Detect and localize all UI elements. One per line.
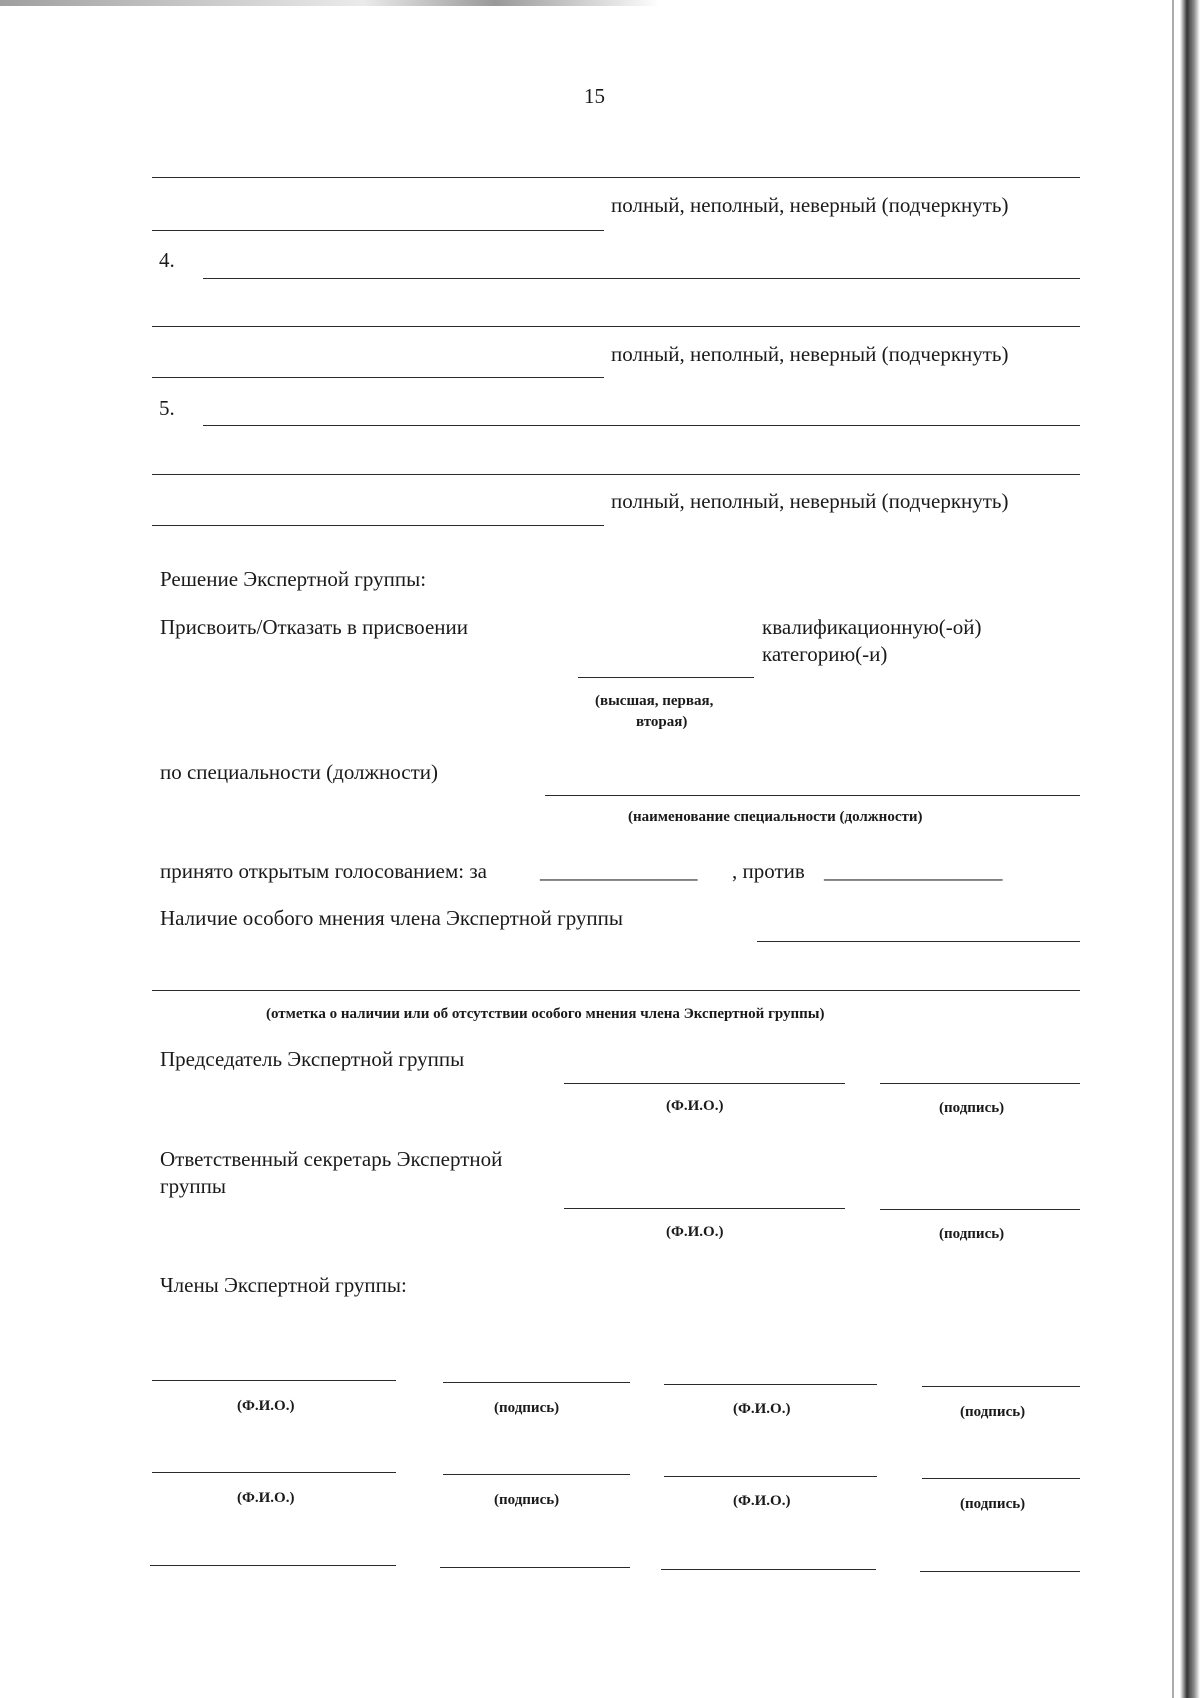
fio-caption: (Ф.И.О.) (666, 1224, 724, 1240)
specialty-label: по специальности (должности) (160, 760, 439, 784)
scan-artifact-right-line (1172, 0, 1174, 1698)
answer-line (152, 230, 604, 231)
member-fio-line (152, 1380, 396, 1381)
member-fio-line (664, 1384, 877, 1385)
specialty-hint: (наименование специальности (должности) (628, 809, 923, 825)
chairman-fio-line (564, 1083, 845, 1084)
category-hint-line1: (высшая, первая, (595, 693, 714, 709)
fio-caption: (Ф.И.О.) (237, 1490, 295, 1506)
signature-caption: (подпись) (960, 1404, 1026, 1420)
assign-text: Присвоить/Отказать в присвоении (160, 615, 468, 639)
answer-line (203, 278, 1080, 279)
answer-options: полный, неполный, неверный (подчеркнуть) (611, 342, 1009, 366)
answer-options: полный, неполный, неверный (подчеркнуть) (611, 193, 1009, 217)
category-label-line1: квалификационную(-ой) (762, 615, 982, 639)
category-hint-line2: вторая) (636, 714, 688, 730)
decision-heading: Решение Экспертной группы: (160, 567, 427, 591)
answer-line (203, 425, 1080, 426)
vote-for-blank: _______________ (540, 859, 698, 883)
signature-caption: (подпись) (939, 1226, 1005, 1242)
signature-caption: (подпись) (494, 1492, 560, 1508)
category-label-line2: категорию(-и) (762, 642, 888, 666)
member-signature-line (922, 1386, 1080, 1387)
member-signature-line (920, 1571, 1080, 1572)
fio-caption: (Ф.И.О.) (733, 1493, 791, 1509)
vote-against-label: , против (732, 859, 805, 883)
answer-line (152, 525, 604, 526)
answer-line (152, 474, 1080, 475)
member-signature-line (440, 1567, 630, 1568)
category-line (578, 677, 754, 678)
signature-caption: (подпись) (494, 1400, 560, 1416)
chairman-label: Председатель Экспертной группы (160, 1047, 465, 1071)
vote-against-blank: _________________ (824, 859, 1003, 883)
fio-caption: (Ф.И.О.) (237, 1398, 295, 1414)
secretary-label-line1: Ответственный секретарь Экспертной (160, 1147, 503, 1171)
member-fio-line (661, 1569, 876, 1570)
secretary-label-line2: группы (160, 1174, 226, 1198)
opinion-hint: (отметка о наличии или об отсутствии особого мнения члена Экспертной группы) (266, 1006, 825, 1022)
vote-label: принято открытым голосованием: за (160, 859, 487, 883)
member-signature-line (922, 1478, 1080, 1479)
scan-artifact-right-edge (1180, 0, 1200, 1698)
member-fio-line (664, 1476, 877, 1477)
opinion-line (757, 941, 1080, 942)
chairman-signature-line (880, 1083, 1080, 1084)
answer-options: полный, неполный, неверный (подчеркнуть) (611, 489, 1009, 513)
signature-caption: (подпись) (960, 1496, 1026, 1512)
opinion-label: Наличие особого мнения члена Экспертной группы (160, 906, 624, 930)
page-number: 15 (584, 84, 605, 108)
members-label: Члены Экспертной группы: (160, 1273, 407, 1297)
secretary-signature-line (880, 1209, 1080, 1210)
signature-caption: (подпись) (939, 1100, 1005, 1116)
fio-caption: (Ф.И.О.) (733, 1401, 791, 1417)
member-signature-line (443, 1474, 630, 1475)
member-fio-line (150, 1565, 396, 1566)
member-fio-line (152, 1472, 396, 1473)
answer-line (152, 177, 1080, 178)
secretary-fio-line (564, 1208, 845, 1209)
fio-caption: (Ф.И.О.) (666, 1098, 724, 1114)
member-signature-line (443, 1382, 630, 1383)
item-number: 5. (159, 396, 175, 420)
answer-line (152, 326, 1080, 327)
specialty-line (545, 795, 1080, 796)
opinion-line (152, 990, 1080, 991)
scan-artifact-top (0, 0, 660, 6)
answer-line (152, 377, 604, 378)
item-number: 4. (159, 248, 175, 272)
